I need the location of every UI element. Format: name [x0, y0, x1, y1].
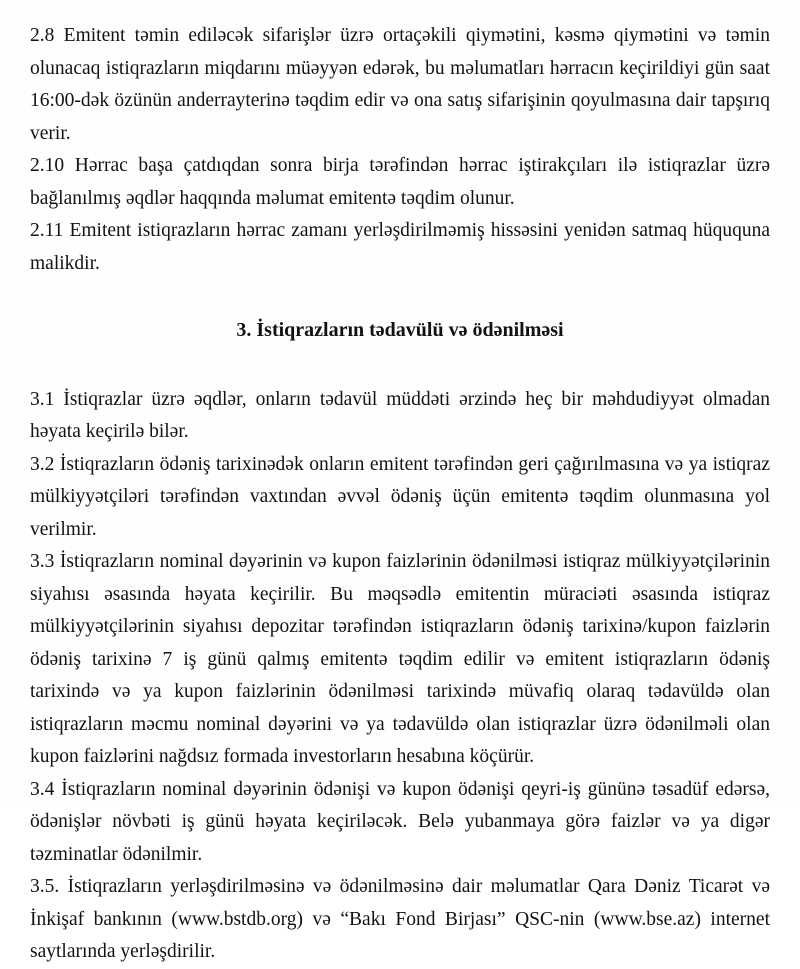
- paragraph-3-5: 3.5. İstiqrazların yerləşdirilməsinə və ödənilməsinə dair məlumatlar Qara Dəniz Ticarət və İnkişaf bankının (www.bstdb.org) və “Bakı Fond Birjası” QSC-nin (www.bse.az) internet saytlarında yerləşdirilir.: [30, 876, 770, 962]
- paragraph-2-11: 2.11 Emitent istiqrazların hərrac zamanı yerləşdirilməmiş hissəsini yenidən satmaq hüququna malikdir.: [30, 220, 770, 274]
- paragraph-3-4: 3.4 İstiqrazların nominal dəyərinin ödənişi və kupon ödənişi qeyri-iş gününə təsadüf edərsə, ödənişlər növbəti iş günü həyata keçiriləcək. Belə yubanmaya görə faizlər və ya digər təzminatlar ödənilmir.: [30, 778, 770, 865]
- paragraph-3-2: 3.2 İstiqrazların ödəniş tarixinədək onların emitent tərəfindən geri çağırılmasına və ya istiqraz mülkiyyətçiləri tərəfindən vaxtından əvvəl ödəniş üçün emitentə təqdim olunmasına yol verilmir.: [30, 453, 770, 540]
- paragraph-2-10: 2.10 Hərrac başa çatdıqdan sonra birja tərəfindən hərrac iştirakçıları ilə istiqrazlar üzrə bağlanılmış əqdlər haqqında məlumat emitentə təqdim olunur.: [30, 155, 770, 209]
- paragraph-3-1: 3.1 İstiqrazlar üzrə əqdlər, onların tədavül müddəti ərzində heç bir məhdudiyyət olmadan həyata keçirilə bilər.: [30, 388, 770, 442]
- paragraph-2-8: 2.8 Emitent təmin ediləcək sifarişlər üzrə ortaçəkili qiymətini, kəsmə qiymətini və təmin olunacaq istiqrazların miqdarını müəyyən edərək, bu məlumatları hərracın keçirildiyi gün saat 16:00-dək özünün anderrayterinə təqdim edir və ona satış sifarişinin qoyulmasına dair tapşırıq verir.: [30, 25, 770, 144]
- paragraph-3-3: 3.3 İstiqrazların nominal dəyərinin və kupon faizlərinin ödənilməsi istiqraz mülkiyyətçilərinin siyahısı əsasında həyata keçirilir. Bu məqsədlə emitentin müraciəti əsasında istiqraz mülkiyyətçilərinin siyahısı depozitar tərəfindən istiqrazların ödəniş tarixinə/kupon faizlərin ödəniş tarixinə 7 iş günü qalmış emitentə təqdim edilir və emitent istiqrazların ödəniş tarixində və ya kupon faizlərinin ödənilməsi tarixində müvafiq olaraq tədavüldə olan istiqrazların məcmu nominal dəyərini və ya tədavüldə olan istiqrazlar üzrə ödənilməli olan kupon faizlərini nağdsız formada investorların hesabına köçürür.: [30, 551, 770, 767]
- section-heading: 3. İstiqrazların tədavülü və ödənilməsi: [236, 319, 564, 341]
